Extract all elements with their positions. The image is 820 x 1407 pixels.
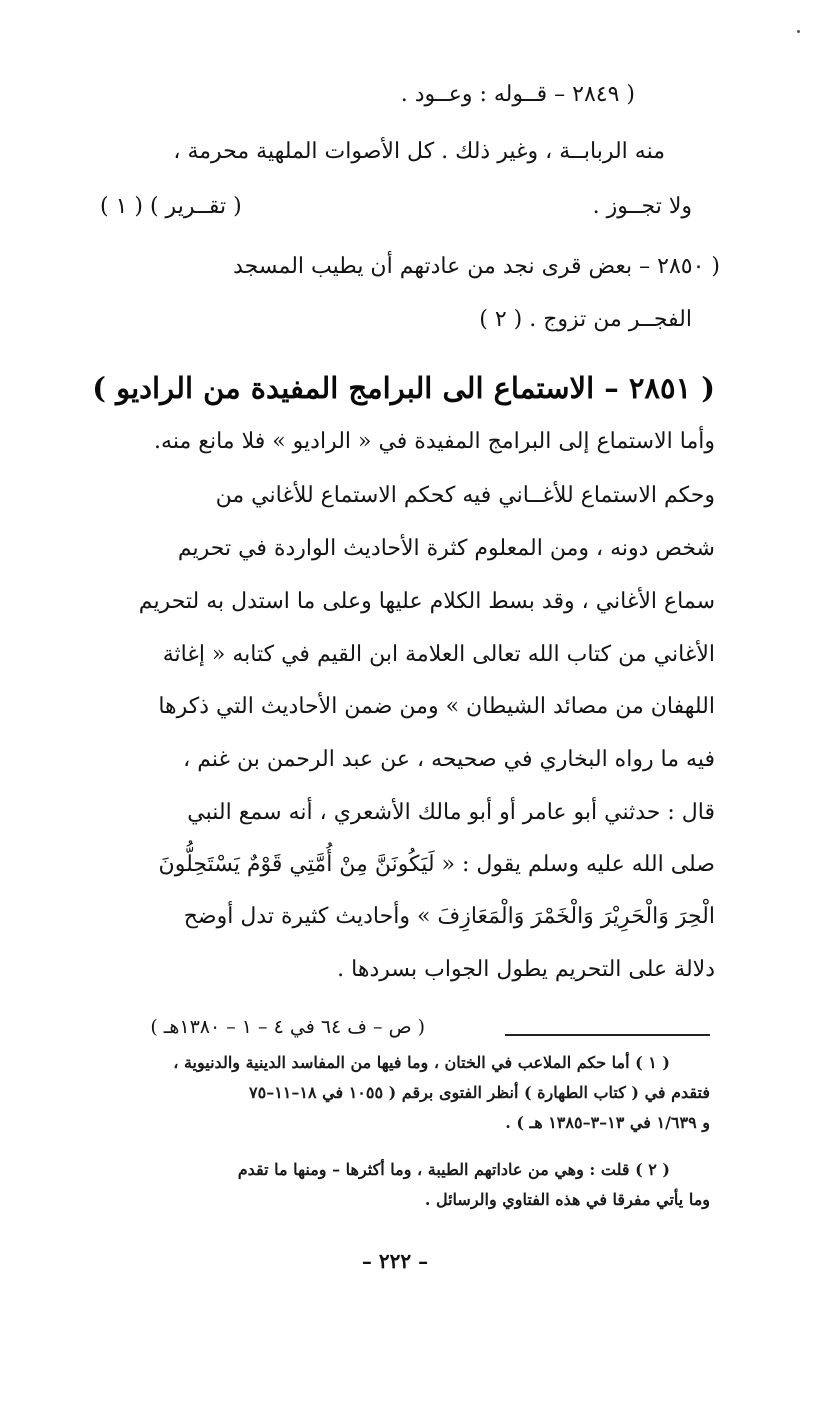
footnote-2-line: وما يأتي مفرقا في هذه الفتاوي والرسائل .: [424, 1190, 710, 1209]
body-line: اللهفان من مصائد الشيطان » ومن ضمن الأحاديث التي ذكرها: [158, 694, 715, 719]
body-line-hadith: الْحِرَ وَالْحَرِيْرَ وَالْخَمْرَ وَالْمَعَازِفَ » وأحاديث كثيرة تدل أوضح: [183, 904, 715, 929]
section-2851-title: ( ٢٨٥١ – الاستماع الى البرامج المفيدة من الراديو ): [92, 371, 715, 405]
body-line: الأغاني من كتاب الله تعالى العلامة ابن القيم في كتابه « إغاثة: [162, 642, 715, 667]
footnote-1-line: فتقدم في ( كتاب الطهارة ) أنظر الفتوى برقم ( ١٠٥٥ في ١٨–١١–٧٥: [249, 1083, 710, 1102]
page-number: – ٢٢٢ –: [361, 1249, 429, 1273]
footnote-1-line: و ١/٦٣٩ في ١٣–٣–١٣٨٥ هـ ) .: [505, 1113, 710, 1132]
body-line: سماع الأغاني ، وقد بسط الكلام عليها وعلى ما استدل به لتحريم: [138, 589, 715, 614]
body-line: شخص دونه ، ومن المعلوم كثرة الأحاديث الواردة في تحريم: [177, 536, 715, 561]
footnote-separator: [505, 1034, 710, 1036]
question-2849-heading: ( ٢٨٤٩ – قــوله : وعــود .: [400, 82, 635, 107]
scan-speck: [797, 30, 800, 33]
body-line: قال : حدثني أبو عامر أو أبو مالك الأشعري ، أنه سمع النبي: [187, 800, 715, 825]
footnote-2-line: ( ٢ ) قلت : وهي من عاداتهم الطيبة ، وما أكثرها – ومنها ما تقدم: [237, 1160, 670, 1179]
question-2849-line: منه الربابــة ، وغير ذلك . كل الأصوات الملهية محرمة ،: [173, 139, 665, 164]
question-2850-line: الفجــر من تزوج . ( ٢ ): [479, 307, 692, 332]
section-2851-reference: ( ص – ف ٦٤ في ٤ – ١ – ١٣٨٠هـ ): [150, 1016, 425, 1038]
body-line: فيه ما رواه البخاري في صحيحه ، عن عبد الرحمن بن غنم ،: [183, 747, 715, 772]
body-line: وأما الاستماع إلى البرامج المفيدة في « الراديو » فلا مانع منه.: [154, 429, 715, 454]
question-2849-source: ( تقــرير ) ( ١ ): [100, 194, 242, 219]
question-2849-line: ولا تجــوز .: [592, 194, 692, 219]
footnote-1-line: ( ١ ) أما حكم الملاعب في الختان ، وما فيها من المفاسد الدينية والدنيوية ،: [173, 1053, 670, 1072]
question-2850-line: ( ٢٨٥٠ – بعض قرى نجد من عادتهم أن يطيب المسجد: [233, 254, 720, 279]
body-line: وحكم الاستماع للأغــاني فيه كحكم الاستماع للأغاني من: [215, 483, 715, 508]
body-line: دلالة على التحريم يطول الجواب بسردها .: [337, 957, 715, 982]
body-line-hadith: صلى الله عليه وسلم يقول : « لَيَكُونَنَّ مِنْ أُمَّتِي قَوْمٌ يَسْتَحِلُّونَ: [158, 852, 715, 877]
